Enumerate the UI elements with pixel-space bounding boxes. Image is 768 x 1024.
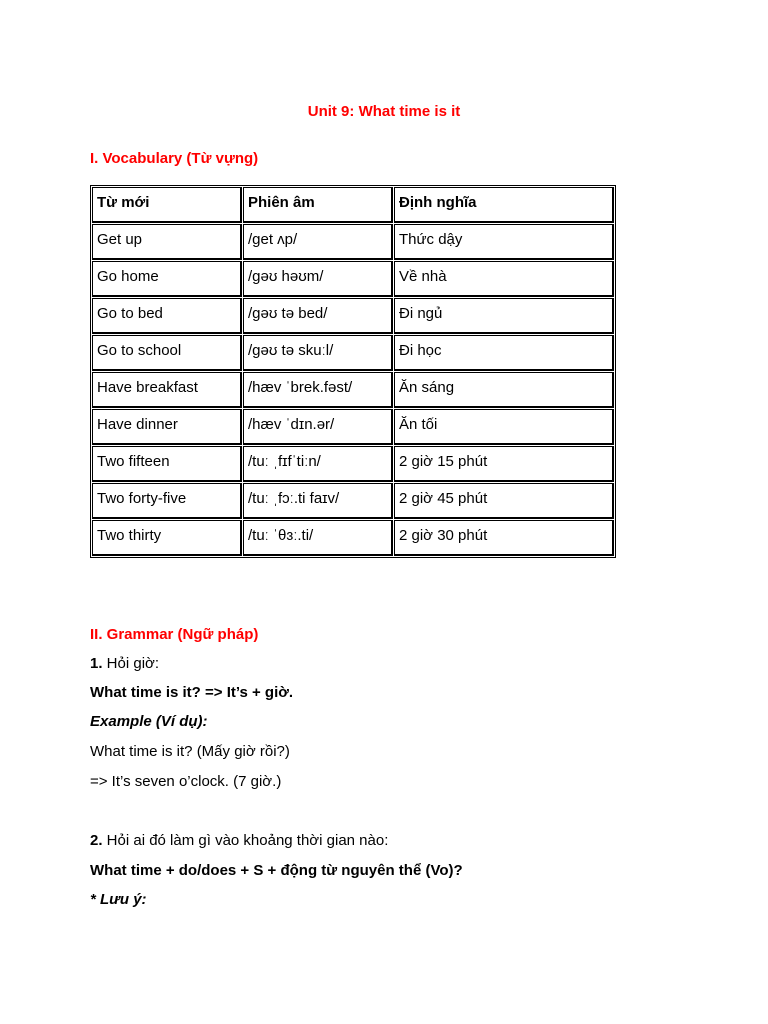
pronunciation-cell: /gəʊ tə bed/ <box>243 298 393 334</box>
pronunciation-cell: /hæv ˈbrek.fəst/ <box>243 372 393 408</box>
definition-cell: Ăn sáng <box>394 372 614 408</box>
pronunciation-cell: /gəʊ tə skuːl/ <box>243 335 393 371</box>
vocabulary-heading: I. Vocabulary (Từ vựng) <box>90 150 259 167</box>
example-label: Example (Ví dụ): <box>90 713 208 730</box>
definition-cell: Về nhà <box>394 261 614 297</box>
word-cell: Have breakfast <box>92 372 242 408</box>
definition-cell: Đi học <box>394 335 614 371</box>
note-label: * Lưu ý: <box>90 891 147 908</box>
table-row <box>92 483 614 519</box>
table-row <box>92 261 614 297</box>
word-cell: Go home <box>92 261 242 297</box>
table-row <box>92 520 614 556</box>
definition-cell: Thức dậy <box>394 224 614 260</box>
pronunciation-cell: /tuː ˌfɪfˈtiːn/ <box>243 446 393 482</box>
header-pronunciation: Phiên âm <box>243 187 393 223</box>
table-row <box>92 446 614 482</box>
item-number: 1. <box>90 655 103 672</box>
page-title: Unit 9: What time is it <box>307 103 461 120</box>
word-cell: Have dinner <box>92 409 242 445</box>
table-header-row <box>92 187 614 223</box>
table-row <box>92 298 614 334</box>
grammar-item-1 <box>90 655 159 673</box>
structure-ask-activity-time: What time + do/does + S + động từ nguyên thể (Vo)? <box>90 862 463 879</box>
word-cell: Get up <box>92 224 242 260</box>
definition-cell: Ăn tối <box>394 409 614 445</box>
word-cell: Two fifteen <box>92 446 242 482</box>
pronunciation-cell: /tuː ˈθɜː.ti/ <box>243 520 393 556</box>
pronunciation-cell: /hæv ˈdɪn.ər/ <box>243 409 393 445</box>
header-definition: Định nghĩa <box>394 187 614 223</box>
table-row <box>92 335 614 371</box>
definition-cell: 2 giờ 45 phút <box>394 483 614 519</box>
example-answer: => It’s seven o’clock. (7 giờ.) <box>90 773 282 790</box>
grammar-item-2 <box>90 832 388 850</box>
word-cell: Go to bed <box>92 298 242 334</box>
table-row <box>92 224 614 260</box>
example-question: What time is it? (Mấy giờ rồi?) <box>90 743 290 760</box>
table-row <box>92 372 614 408</box>
item-label: Hỏi ai đó làm gì vào khoảng thời gian nào: <box>102 832 389 849</box>
structure-ask-time: What time is it? => It’s + giờ. <box>90 684 294 701</box>
definition-cell: 2 giờ 15 phút <box>394 446 614 482</box>
pronunciation-cell: /gəʊ həʊm/ <box>243 261 393 297</box>
word-cell: Two forty-five <box>92 483 242 519</box>
table-row <box>92 409 614 445</box>
item-number: 2. <box>90 832 103 849</box>
grammar-heading: II. Grammar (Ngữ pháp) <box>90 626 259 643</box>
definition-cell: 2 giờ 30 phút <box>394 520 614 556</box>
word-cell: Two thirty <box>92 520 242 556</box>
pronunciation-cell: /get ʌp/ <box>243 224 393 260</box>
vocabulary-table <box>90 185 616 558</box>
item-label: Hỏi giờ: <box>102 655 160 672</box>
definition-cell: Đi ngủ <box>394 298 614 334</box>
pronunciation-cell: /tuː ˌfɔː.ti faɪv/ <box>243 483 393 519</box>
header-new-word: Từ mới <box>92 187 242 223</box>
word-cell: Go to school <box>92 335 242 371</box>
